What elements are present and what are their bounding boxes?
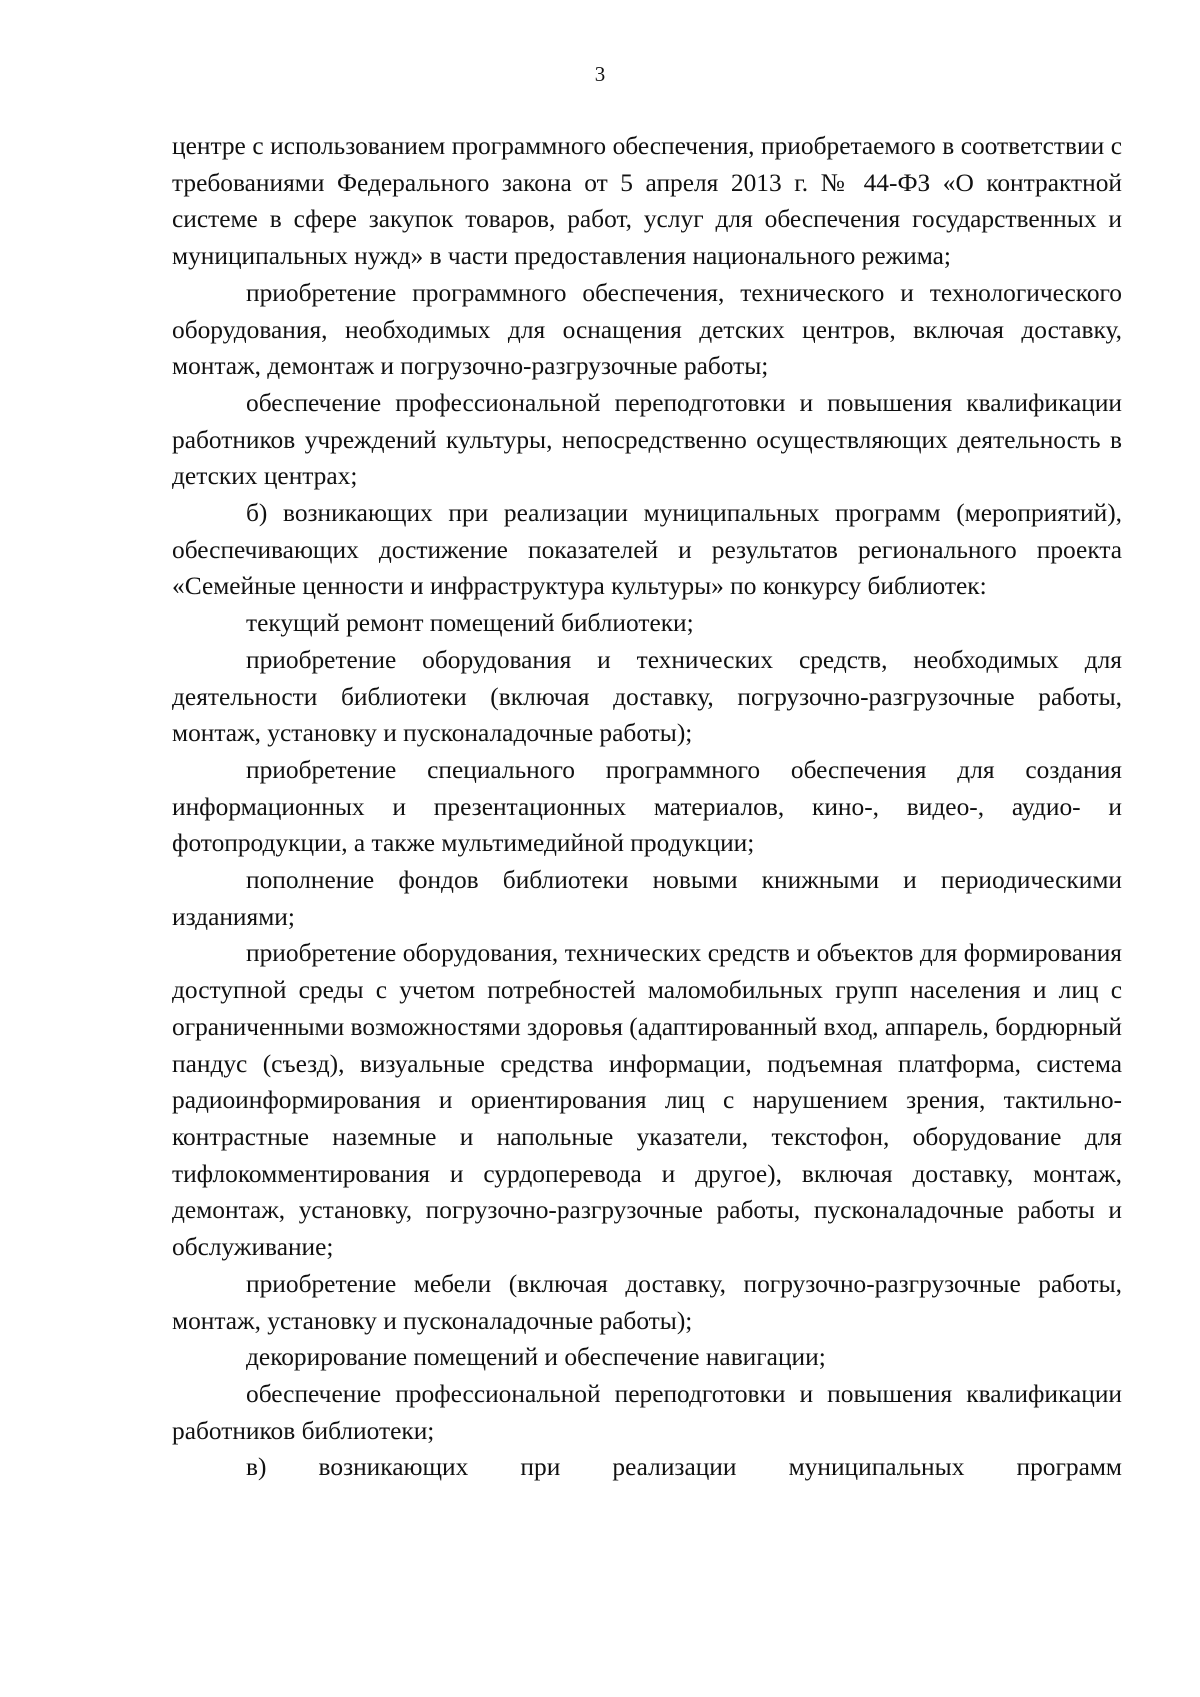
paragraph-staff-training-children-centers: обеспечение профессиональной переподготовки и повышения квалификации работников учреждений культуры, непосредственно осуществляющих деятельность в детских центрах; xyxy=(172,388,1122,491)
paragraph-accessible-environment: приобретение оборудования, технических средств и объектов для формирования доступной среды с учетом потребностей маломобильных групп населения и лиц с ограниченными возможностями здоровья (адаптированный вход, аппарель, бордюрный пандус (съезд), визуальные средства информации, подъемная платформа, система радиоинформирования и ориентирования лиц с нарушением зрения, тактильно-контрастные наземные и напольные указатели, текстофон, оборудование для тифлокомментирования и сурдоперевода и другое), включая доставку, монтаж, демонтаж, установку, погрузочно-разгрузочные работы, пусконаладочные работы и обслуживание; xyxy=(172,939,1122,1262)
paragraph-library-staff-training: обеспечение профессиональной переподготовки и повышения квалификации работников библиотеки; xyxy=(172,1379,1122,1445)
paragraph-special-software: приобретение специального программного обеспечения для создания информационных и презентационных материалов, кино-, видео-, аудио- и фотопродукции, а также мультимедийной продукции; xyxy=(172,755,1122,858)
paragraph-library-equipment: приобретение оборудования и технических средств, необходимых для деятельности библиотеки (включая доставку, погрузочно-разгрузочные работы, монтаж, установку и пусконаладочные работы); xyxy=(172,645,1122,748)
paragraph-item-b: б) возникающих при реализации муниципальных программ (мероприятий), обеспечивающих достижение показателей и результатов регионального проекта «Семейные ценности и инфраструктура культуры» по конкурсу библиотек: xyxy=(172,499,1122,601)
paragraph-decoration-navigation: декорирование помещений и обеспечение навигации; xyxy=(246,1343,826,1372)
paragraph-library-repair: текущий ремонт помещений библиотеки; xyxy=(246,609,694,638)
paragraph-item-c: в) возникающих при реализации муниципальных программ xyxy=(246,1453,1122,1482)
paragraph-software-equipment: приобретение программного обеспечения, технического и технологического оборудования, необходимых для оснащения детских центров, включая доставку, монтаж, демонтаж и погрузочно-разгрузочные работы; xyxy=(172,278,1122,381)
paragraph-furniture: приобретение мебели (включая доставку, погрузочно-разгрузочные работы, монтаж, установку и пусконаладочные работы); xyxy=(172,1269,1122,1335)
paragraph-library-funds: пополнение фондов библиотеки новыми книжными и периодическими изданиями; xyxy=(172,866,1122,931)
document-body xyxy=(172,128,1122,1486)
paragraph-continuation: центре с использованием программного обеспечения, приобретаемого в соответствии с требованиями Федерального закона от 5 апреля 2013 г. № 44-ФЗ «О контрактной системе в сфере закупок товаров, работ, услуг для обеспечения государственных и муниципальных нужд» в части предоставления национального режима; xyxy=(172,132,1122,271)
page-number: 3 xyxy=(594,62,606,86)
